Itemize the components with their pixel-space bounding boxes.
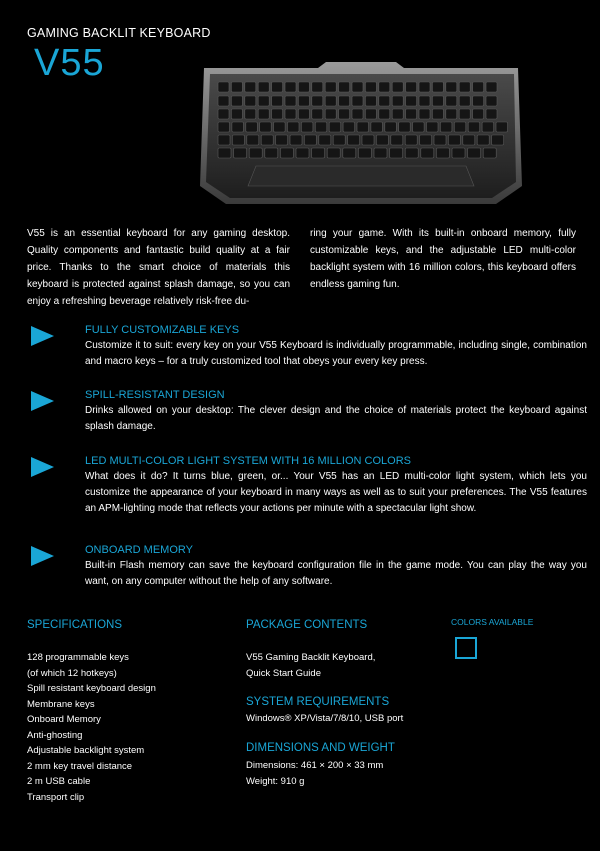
keyboard-key [218,122,230,132]
arrow-icon [31,326,54,346]
feature-body: Customize it to suit: every key on your V55 Keyboard is individually programmable, including single, combination and macro keys – for a truly customized tool that obeys your every key press. [85,340,587,367]
package-contents-heading: PACKAGE CONTENTS [246,619,368,631]
spec-item: Adjustable backlight system [27,745,145,756]
keyboard-key [486,109,497,119]
keyboard-key [312,96,323,106]
keyboard-key [265,148,278,158]
system-requirements-heading: SYSTEM REQUIREMENTS [246,696,390,708]
keyboard-key [258,109,269,119]
keyboard-key [315,122,327,132]
keyboard-key [232,135,244,145]
keyboard-key [249,148,262,158]
keyboard-key [440,122,452,132]
keyboard-key [339,96,350,106]
feature-body: Built-in Flash memory can save the keyboard configuration file in the game mode. You can play the way you want, on any computer without the help of any software. [85,560,587,587]
keyboard-key [454,122,466,132]
keyboard-key [325,82,336,92]
keyboard-key [301,122,313,132]
keyboard-image [196,58,526,206]
keyboard-key [327,148,340,158]
feature-body: What does it do? It turns blue, green, or... Your V55 has an LED multi-color light system, which lets you customize the appearance of your keyboard in many ways as well as to suit your preferences. The V55 features an APM-lighting mode that reflects your actions per minute with a spectacular light show. [85,471,587,514]
keyboard-key [272,109,283,119]
keyboard-key [231,96,242,106]
keyboard-key [285,109,296,119]
keyboard-key [261,135,273,145]
keyboard-key [446,82,457,92]
keyboard-key [371,122,383,132]
keyboard-key [290,135,302,145]
keyboard-key [399,122,411,132]
keyboard-key [258,82,269,92]
keyboard-key [362,135,374,145]
keyboard-key [298,109,309,119]
keyboard-key [477,135,489,145]
system-requirements-list [246,711,403,727]
keyboard-key [468,148,481,158]
keyboard-key [432,109,443,119]
keyboard-key [288,122,300,132]
keyboard-key [385,122,397,132]
keyboard-key [245,96,256,106]
spec-item: Membrane keys [27,698,95,710]
spec-item: Anti-ghosting [27,729,83,741]
keyboard-key [285,96,296,106]
keyboard-key [298,96,309,106]
arrow-icon [31,546,54,566]
keyboard-key [246,122,257,132]
keyboard-key [405,135,417,145]
package-item: V55 Gaming Backlit Keyboard, [246,652,376,663]
keyboard-key [339,82,350,92]
keyboard-key [406,82,417,92]
keyboard-key [419,109,430,119]
keyboard-key [459,96,470,106]
spec-item: 2 mm key travel distance [27,760,133,772]
keyboard-key [245,109,256,119]
keyboard-key [274,122,286,132]
feature-body: Drinks allowed on your desktop: The clever design and the choice of materials protect the keyboard against splash damage. [85,405,587,432]
keyboard-key [486,82,497,92]
package-contents-list [246,650,375,681]
intro-column-2: ring your game. With its built-in onboard memory, fully customizable keys, and the adjustable LED multi-color backlight system with 16 million colors, this keyboard offers endless gaming fun. [310,228,576,290]
keyboard-key [406,96,417,106]
system-item: Windows® XP/Vista/7/8/10, USB port [246,713,404,724]
feature-title: ONBOARD MEMORY [85,544,193,556]
keyboard-key [329,122,341,132]
keyboard-key [448,135,460,145]
spec-item: (of which 12 hotkeys) [27,667,117,679]
keyboard-key [392,96,403,106]
spec-item: Transport clip [27,791,85,803]
keyboard-key [319,135,331,145]
keyboard-key [312,148,325,158]
keyboard-key [376,135,388,145]
keyboard-key [218,109,229,119]
keyboard-key [459,82,470,92]
keyboard-key [473,96,484,106]
keyboard-key [365,109,376,119]
keyboard-key [473,82,484,92]
keyboard-key [419,82,430,92]
keyboard-key [421,148,434,158]
colors-available-heading: COLORS AVAILABLE [451,617,534,627]
keyboard-key [325,109,336,119]
keyboard-key [482,122,494,132]
keyboard-key [272,82,283,92]
keyboard-key [473,109,484,119]
keyboard-key [231,109,242,119]
keyboard-key [432,96,443,106]
keyboard-key [312,82,323,92]
keyboard-key [232,122,244,132]
keyboard-key [496,122,508,132]
keyboard-key [446,96,457,106]
keyboard-key [245,82,256,92]
color-swatch [455,637,477,659]
keyboard-key [234,148,247,158]
dimension-item: Dimensions: 461 × 200 × 33 mm [246,760,384,771]
keyboard-key [427,122,439,132]
keyboard-key [258,96,269,106]
feature-onboard-memory [27,544,587,624]
keyboard-key [392,109,403,119]
keyboard-key [436,148,449,158]
specifications-heading: SPECIFICATIONS [27,619,122,631]
keyboard-key [352,96,363,106]
product-subtitle: GAMING BACKLIT KEYBOARD [27,26,211,40]
dimensions-heading: DIMENSIONS AND WEIGHT [246,742,395,754]
keyboard-key [463,135,475,145]
arrow-icon [31,391,54,411]
keyboard-key [218,82,229,92]
feature-title: SPILL-RESISTANT DESIGN [85,389,225,401]
keyboard-key [272,96,283,106]
keyboard-key [357,122,369,132]
keyboard-key [379,82,390,92]
keyboard-key [432,82,443,92]
keyboard-key [374,148,387,158]
keyboard-key [339,109,350,119]
feature-led-light-system [27,455,587,535]
spec-item: Spill resistant keyboard design [27,683,156,694]
keyboard-key [260,122,272,132]
keyboard-key [231,82,242,92]
keyboard-key [280,148,293,158]
keyboard-key [446,109,457,119]
feature-title: LED MULTI-COLOR LIGHT SYSTEM WITH 16 MILLION COLORS [85,455,411,467]
spec-item: 2 m USB cable [27,776,91,787]
product-model-title: V55 [34,42,105,84]
keyboard-key [218,135,230,145]
keyboard-key [379,96,390,106]
keyboard-key [406,109,417,119]
package-item: Quick Start Guide [246,667,321,679]
keyboard-key [218,148,231,158]
keyboard-key [365,96,376,106]
keyboard-key [392,82,403,92]
keyboard-key [276,135,288,145]
keyboard-key [405,148,418,158]
keyboard-key [312,109,323,119]
keyboard-key [358,148,371,158]
keyboard-key [486,96,497,106]
keyboard-key [434,135,446,145]
feature-title: FULLY CUSTOMIZABLE KEYS [85,324,240,336]
keyboard-key [343,122,355,132]
keyboard-key [379,109,390,119]
keyboard-key [419,96,430,106]
spec-item: 128 programmable keys [27,652,129,663]
dimensions-list [246,758,383,789]
keyboard-key [413,122,425,132]
arrow-icon [31,457,54,477]
keyboard-key [365,82,376,92]
intro-column-1: V55 is an essential keyboard for any gaming desktop. Quality components and fantastic build quality at a fair price. Thanks to the smart choice of materials this keyboard is protected against splash damage, so you can enjoy a refreshing beverage relatively risk-free du- [27,228,290,307]
keyboard-key [452,148,465,158]
keyboard-key [391,135,403,145]
spec-item: Onboard Memory [27,714,101,725]
keyboard-key [296,148,309,158]
keyboard-key [325,96,336,106]
keyboard-key [298,82,309,92]
keyboard-key [483,148,496,158]
keyboard-key [459,109,470,119]
keyboard-key [247,135,259,145]
keyboard-key [420,135,432,145]
keyboard-key [390,148,403,158]
keyboard-key [304,135,316,145]
keyboard-key [352,82,363,92]
keyboard-key [285,82,296,92]
keyboard-key [218,96,229,106]
specifications-list [27,650,156,805]
keyboard-key [333,135,345,145]
keyboard-key [492,135,504,145]
keyboard-key [343,148,356,158]
keyboard-key [352,109,363,119]
dimension-item: Weight: 910 g [246,775,305,787]
keyboard-key [468,122,480,132]
keyboard-key [348,135,360,145]
